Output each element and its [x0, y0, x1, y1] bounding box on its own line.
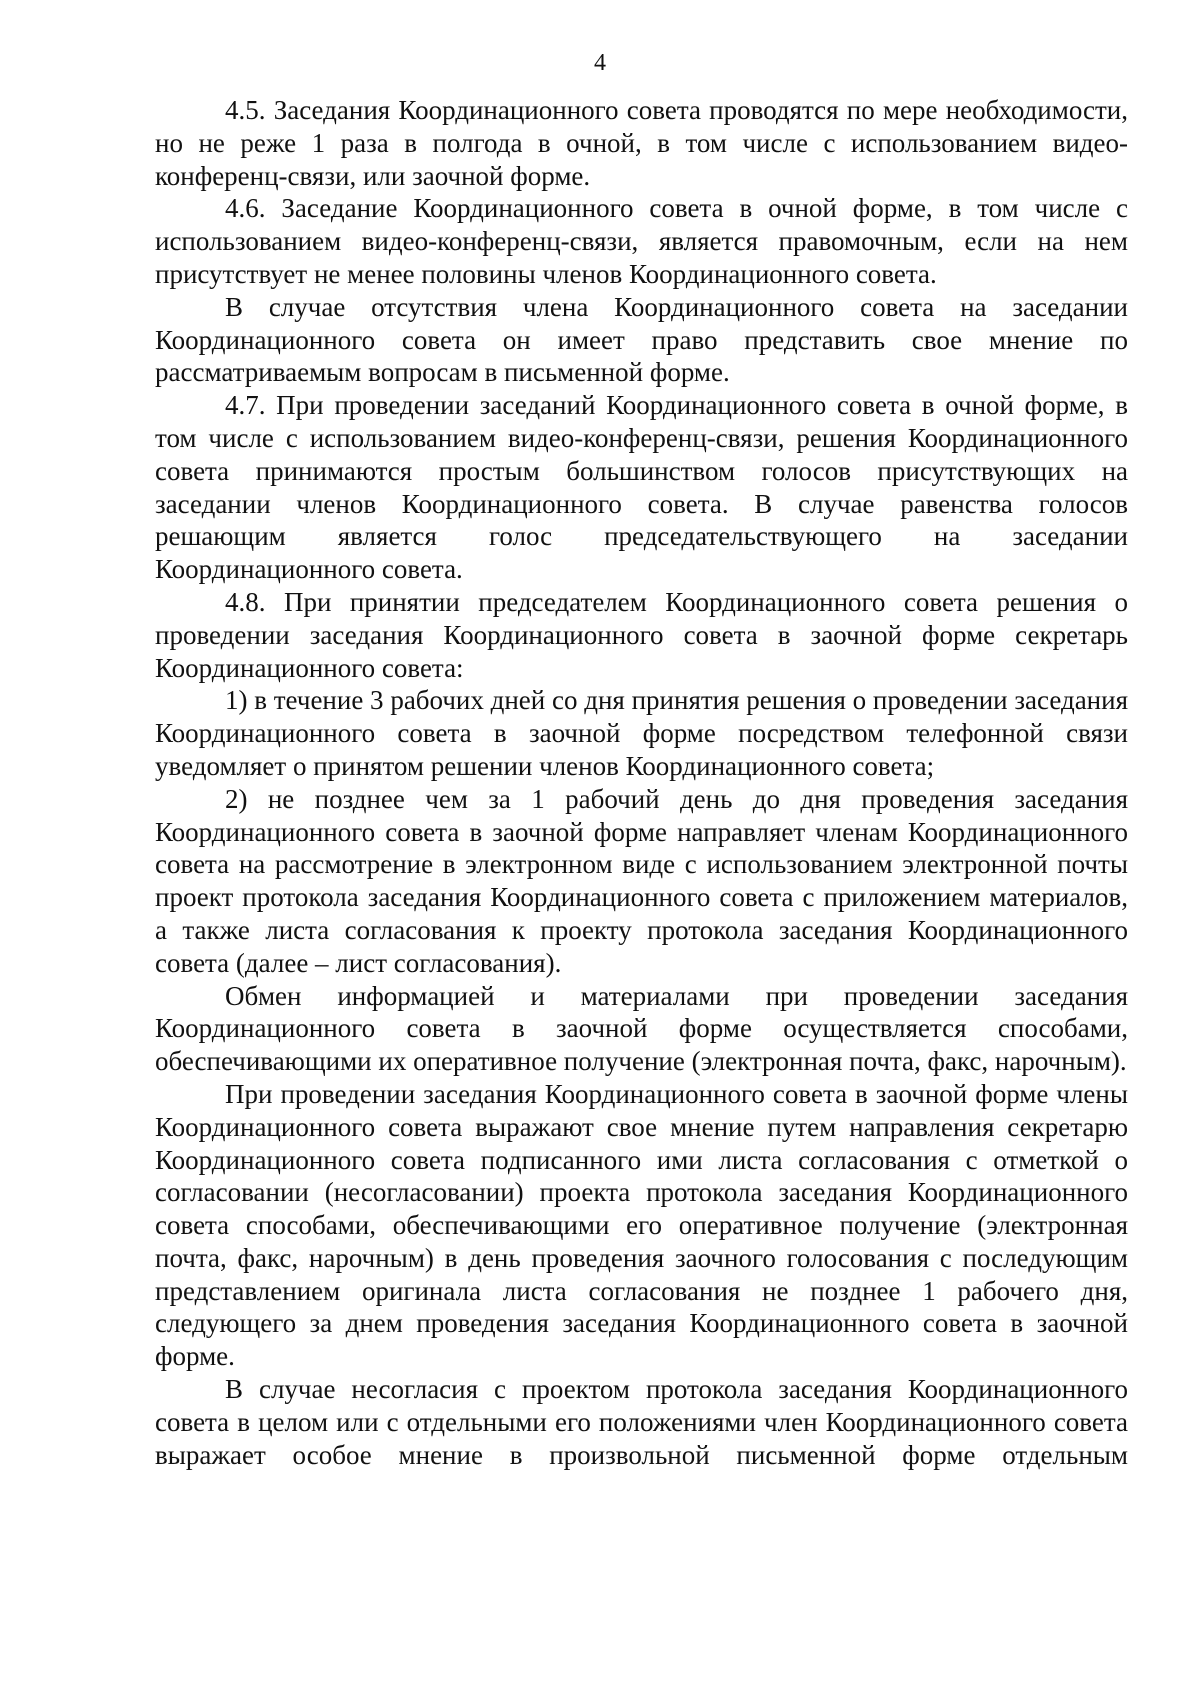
paragraph-4-6: 4.6. Заседание Координационного совета в очной форме, в том числе с использованием видео-конференц-связи, является правомочным, если на нем присутствует не менее половины членов Координационного совета. — [155, 193, 1128, 289]
page-number: 4 — [594, 50, 606, 76]
paragraph-4-7: 4.7. При проведении заседаний Координационного совета в очной форме, в том числе с использованием видео-конференц-связи, решения Координационного совета принимаются простым большинством голосов присутствующих на заседании членов Координационного совета. В случае равенства голосов решающим является голос председательствующего на заседании Координационного совета. — [155, 390, 1128, 585]
paragraph-exchange: Обмен информацией и материалами при проведении заседания Координационного совета в заочной форме осуществляется способами, обеспечивающими их оперативное получение (электронная почта, факс, нарочным). — [155, 980, 1128, 1077]
paragraph-4-8: 4.8. При принятии председателем Координационного совета решения о проведении заседания Координационного совета в заочной форме секретарь Координационного совета: — [155, 586, 1128, 683]
document-body — [155, 94, 1128, 1471]
paragraph-4-5: 4.5. Заседания Координационного совета проводятся по мере необходимости, но не реже 1 раза в полгода в очной, в том числе с использованием видео-конференц-связи, или заочной форме. — [155, 95, 1128, 191]
list-item-1: 1) в течение 3 рабочих дней со дня принятия решения о проведении заседания Координационного совета в заочной форме посредством телефонной связи уведомляет о принятом решении членов Координационного совета; — [155, 685, 1128, 781]
list-item-2: 2) не позднее чем за 1 рабочий день до дня проведения заседания Координационного совета в заочной форме направляет членам Координационного совета на рассмотрение в электронном виде с использованием электронной почты проект протокола заседания Координационного совета с приложением материалов, а также листа согласования к проекту протокола заседания Координационного совета (далее – лист согласования). — [155, 783, 1128, 978]
paragraph-absence: В случае отсутствия члена Координационного совета на заседании Координационного совета он имеет право представить свое мнение по рассматриваемым вопросам в письменной форме. — [155, 291, 1128, 388]
paragraph-disagreement: В случае несогласия с проектом протокола заседания Координационного совета в целом или с отдельными его положениями член Координационного совета выражает особое мнение в произвольной письменной форме отдельным — [155, 1374, 1128, 1470]
paragraph-voting: При проведении заседания Координационного совета в заочной форме члены Координационного совета выражают свое мнение путем направления секретарю Координационного совета подписанного ими листа согласования с отметкой о согласовании (несогласовании) проекта протокола заседания Координационного совета способами, обеспечивающими его оперативное получение (электронная почта, факс, нарочным) в день проведения заочного голосования с последующим представлением оригинала листа согласования не позднее 1 рабочего дня, следующего за днем проведения заседания Координационного совета в заочной форме. — [155, 1078, 1128, 1372]
